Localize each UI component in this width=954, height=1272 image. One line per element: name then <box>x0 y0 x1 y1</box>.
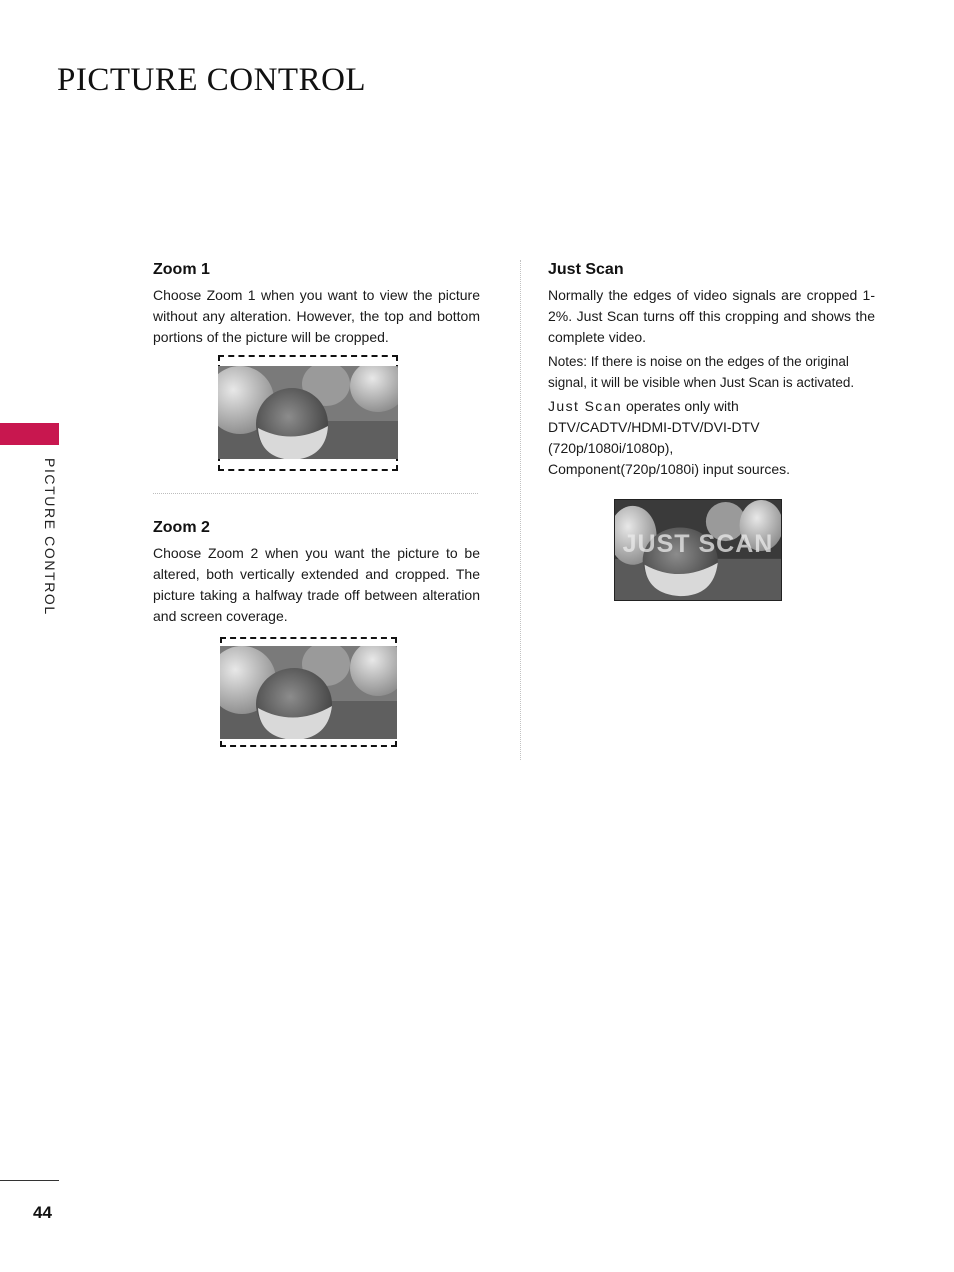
side-section-label: PICTURE CONTROL <box>42 458 58 616</box>
page-number: 44 <box>33 1203 52 1222</box>
operates-line <box>548 396 880 417</box>
operates-text: operates only with <box>622 398 739 414</box>
sources-line-3: Component(720p/1080i) input sources. <box>548 461 791 477</box>
sources-line-2: (720p/1080i/1080p), <box>548 440 674 456</box>
just-scan-overlay-text: JUST SCAN <box>622 530 774 558</box>
just-scan-term: Just Scan <box>548 398 623 414</box>
just-scan-description: Normally the edges of video signals are cropped 1-2%. Just Scan turns off this cropping and shows the complete video. <box>548 287 875 345</box>
section-tab-marker <box>0 423 59 445</box>
zoom1-description: Choose Zoom 1 when you want to view the picture without any alteration. However, the top and bottom portions of the picture will be cropped. <box>153 287 480 345</box>
balls-photo-thumbnail-icon <box>218 366 398 459</box>
just-scan-notes: Notes: If there is noise on the edges of the original signal, it will be visible when Just Scan is activated. <box>548 354 855 390</box>
page-title: PICTURE CONTROL <box>57 62 367 98</box>
footer-rule <box>0 1180 59 1181</box>
balls-photo-thumbnail-icon <box>220 646 397 739</box>
just-scan-heading: Just Scan <box>548 261 624 278</box>
section-divider <box>153 493 478 494</box>
just-scan-source-info <box>548 396 880 480</box>
zoom1-heading: Zoom 1 <box>153 261 210 278</box>
zoom2-heading: Zoom 2 <box>153 519 210 536</box>
column-divider <box>520 260 521 760</box>
sources-line-1: DTV/CADTV/HDMI-DTV/DVI-DTV <box>548 419 760 435</box>
zoom2-description: Choose Zoom 2 when you want the picture to be altered, both vertically extended and cropped. The picture taking a halfway trade off between alteration and screen coverage. <box>153 545 480 624</box>
